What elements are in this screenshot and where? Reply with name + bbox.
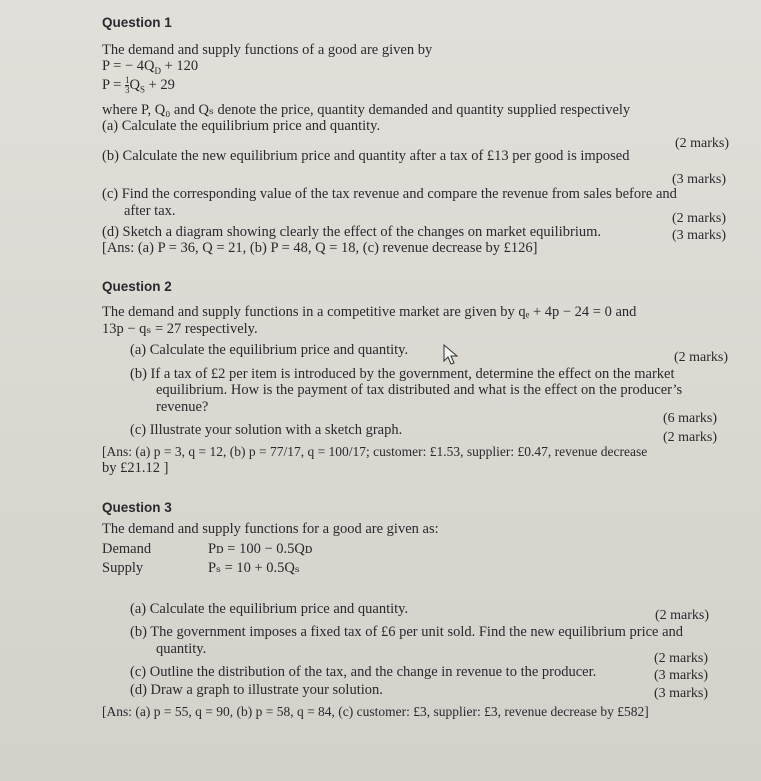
q3-supply-label: Supply: [102, 560, 144, 576]
q2-part-b-marks: (6 marks): [663, 411, 718, 426]
q2-part-c-marks: (2 marks): [663, 430, 718, 445]
q2-part-b-line3: revenue?: [156, 399, 209, 415]
q3-demand-equation: Pᴅ = 100 − 0.5Qᴅ: [208, 541, 313, 557]
q2-answer-line1: [Ans: (a) p = 3, q = 12, (b) p = 77/17, q = 100/17; customer: £1.53, supplier: £0.47, revenue decrease: [102, 444, 648, 459]
q1-part-b: (b) Calculate the new equilibrium price and quantity after a tax of £13 per good is imposed: [102, 148, 630, 164]
q1-part-c-line2: after tax.: [124, 203, 176, 219]
q3-part-d-marks: (3 marks): [654, 686, 709, 701]
q3-supply-equation: Pₛ = 10 + 0.5Qₛ: [208, 560, 300, 576]
q3-part-c-marks: (3 marks): [654, 668, 709, 683]
q2-part-a-marks: (2 marks): [674, 350, 729, 365]
q3-part-c: (c) Outline the distribution of the tax, and the change in revenue to the producer.: [130, 664, 597, 680]
q1-part-a-marks: (2 marks): [675, 136, 730, 151]
q3-title: Question 3: [102, 500, 172, 515]
q3-part-b-line1: (b) The government imposes a fixed tax of £6 per unit sold. Find the new equilibrium price and: [130, 624, 684, 640]
q2-part-a: (a) Calculate the equilibrium price and quantity.: [130, 342, 409, 358]
q1-demand-equation: P = − $4Q_D + 120$: [102, 58, 199, 76]
q3-demand-label: Demand: [102, 541, 152, 557]
q1-part-d: (d) Sketch a diagram showing clearly the effect of the changes on market equilibrium.: [102, 224, 602, 240]
q3-part-a-marks: (2 marks): [655, 608, 710, 623]
q2-answer-line2: by £21.12 ]: [102, 460, 169, 476]
q1-answer: [Ans: (a) P = 36, Q = 21, (b) P = 48, Q = 18, (c) revenue decrease by £126]: [102, 240, 538, 256]
q1-supply-equation: P = $\frac{1}{3}$ $Q_S + 29$: [102, 75, 175, 95]
q2-intro-line1: The demand and supply functions in a competitive market are given by qₑ + 4p − 24 = 0 and: [102, 304, 637, 320]
q1-part-c-marks: (2 marks): [672, 211, 727, 226]
q3-part-d: (d) Draw a graph to illustrate your solution.: [130, 682, 383, 698]
q1-part-b-marks: (3 marks): [672, 172, 727, 187]
q2-part-b-line1: (b) If a tax of £2 per item is introduced by the government, determine the effect on the market: [130, 366, 675, 382]
q1-part-c-line1: (c) Find the corresponding value of the tax revenue and compare the revenue from sales before and: [102, 186, 677, 202]
mouse-pointer-icon: [443, 344, 459, 366]
q2-part-b-line2: equilibrium. How is the payment of tax distributed and what is the effect on the producer’s: [156, 382, 683, 398]
q1-part-d-marks: (3 marks): [672, 228, 727, 243]
q1-intro: The demand and supply functions of a good are given by: [102, 42, 433, 58]
q3-part-b-marks: (2 marks): [654, 651, 709, 666]
q2-part-c: (c) Illustrate your solution with a sketch graph.: [130, 422, 403, 438]
q2-intro-line2: 13p − qₛ = 27 respectively.: [102, 321, 258, 337]
q3-answer: [Ans: (a) p = 55, q = 90, (b) p = 58, q = 84, (c) customer: £3, supplier: £3, revenue decrease by £582]: [102, 704, 649, 719]
q2-title: Question 2: [102, 279, 172, 294]
q1-part-a: (a) Calculate the equilibrium price and quantity.: [102, 118, 381, 134]
q3-intro: The demand and supply functions for a good are given as:: [102, 521, 439, 537]
q3-part-b-line2: quantity.: [156, 641, 207, 657]
q1-title: Question 1: [102, 15, 172, 30]
q1-where: where P, Q₀ and Qₛ denote the price, quantity demanded and quantity supplied respectively: [102, 102, 631, 118]
q3-part-a: (a) Calculate the equilibrium price and quantity.: [130, 601, 409, 617]
